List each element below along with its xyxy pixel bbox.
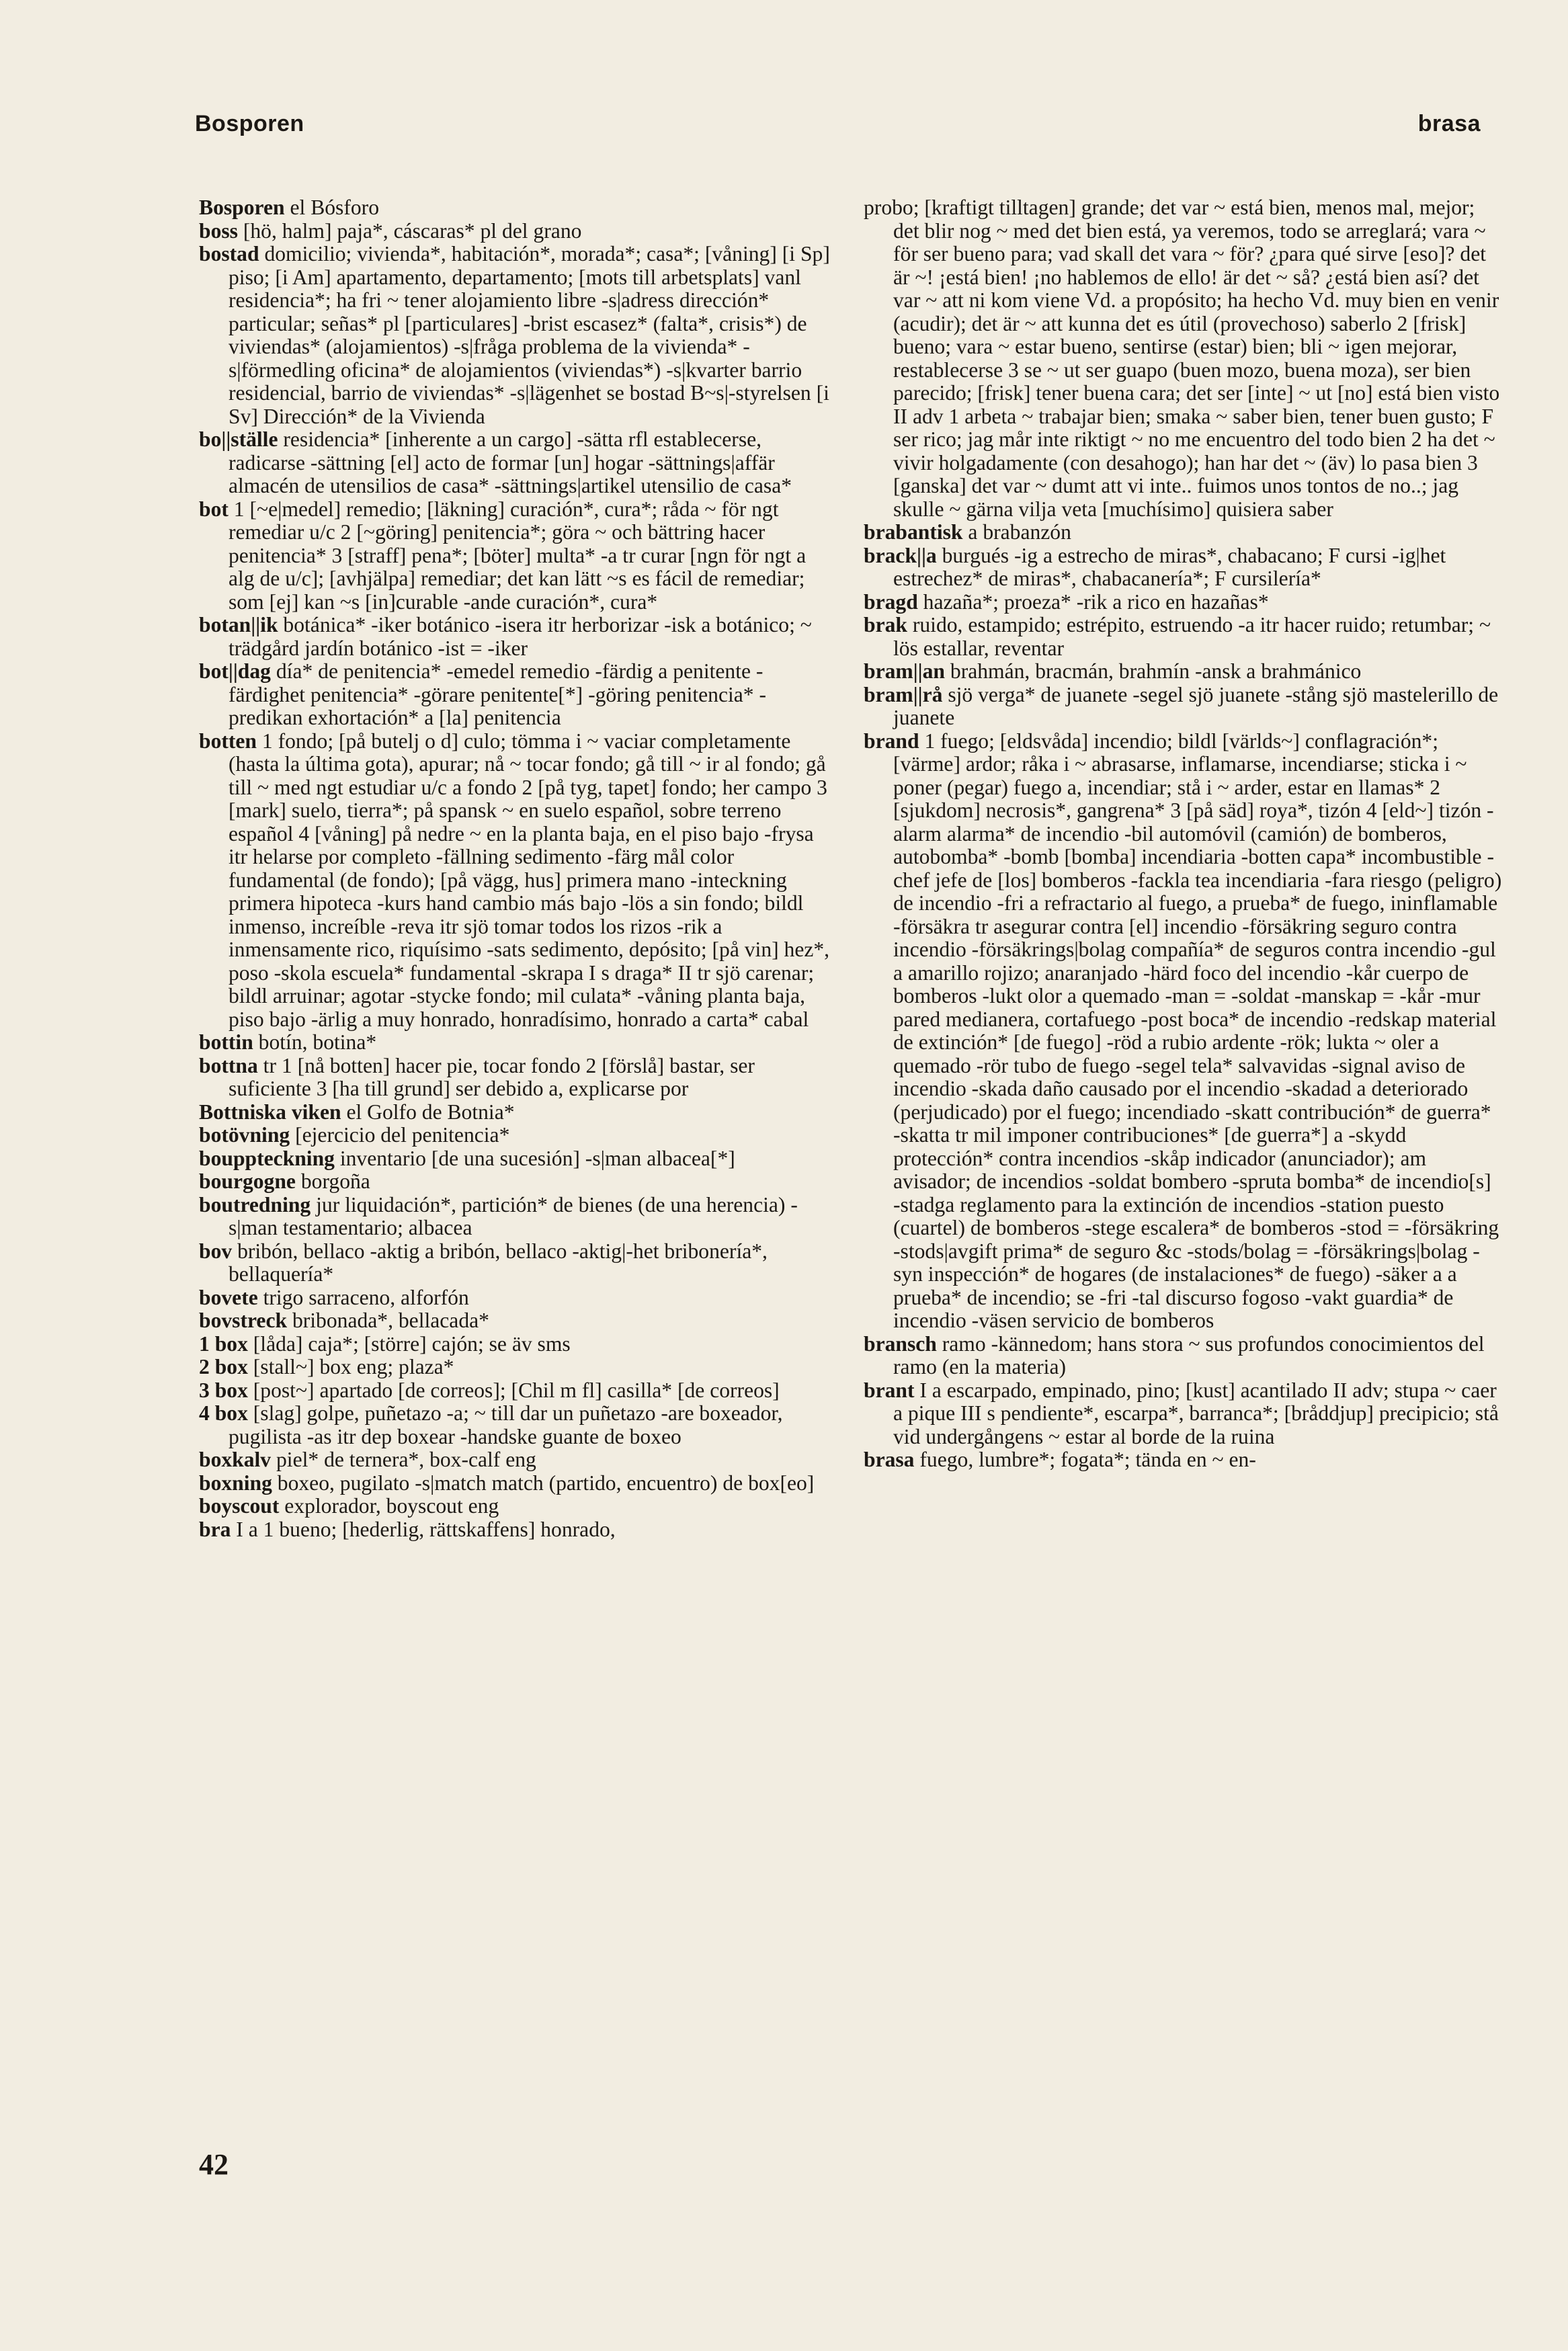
entry-headword: bov (199, 1239, 233, 1263)
dictionary-entry (199, 1309, 831, 1333)
entry-headword: boyscout (199, 1494, 280, 1518)
dictionary-entry (199, 196, 831, 220)
entry-headword: botövning (199, 1123, 290, 1147)
entry-definition: [låda] caja*; [större] cajón; se äv sms (247, 1331, 571, 1356)
dictionary-entry (864, 591, 1502, 614)
dictionary-entry (199, 1101, 831, 1124)
entry-headword: 3 box (199, 1378, 248, 1402)
entry-headword: bostad (199, 242, 259, 265)
entry-definition: trigo sarraceno, alforfón (257, 1285, 469, 1309)
entry-headword: brant (864, 1378, 915, 1402)
entry-headword: Bottniska viken (199, 1100, 341, 1124)
entry-definition: burgués -ig a estrecho de miras*, chabacano; F cursi -ig|het estrechez* de miras*, chabacanería*; F cursilería* (893, 543, 1446, 590)
entry-definition: el Golfo de Botnia* (341, 1100, 515, 1124)
entry-headword: bram||an (864, 659, 945, 683)
entry-definition: bribón, bellaco -aktig a bribón, bellaco -aktig|-het bribonería*, bellaquería* (229, 1239, 768, 1286)
entry-definition: residencia* [inherente a un cargo] -sätta rfl establecerse, radicarse -sättning [el] acto de formar [un] hogar -sättnings|affär almacén de utensilios de casa* -sättnings|artikel utensilio de casa* (229, 427, 792, 497)
dictionary-entry (864, 1333, 1502, 1379)
entry-definition: tr 1 [nå botten] hacer pie, tocar fondo 2 [förslå] bastar, ser suficiente 3 [ha till grund] ser debido a, explicarse por (229, 1053, 755, 1100)
dictionary-entry (199, 1333, 831, 1356)
right-guide-word: brasa (1417, 111, 1481, 136)
entry-headword: brabantisk (864, 520, 963, 544)
entry-headword: boxkalv (199, 1448, 272, 1471)
right-column (864, 196, 1502, 1472)
dictionary-entry (864, 730, 1502, 1333)
entry-definition: botín, botina* (253, 1030, 377, 1054)
entry-definition: 1 fondo; [på butelj o d] culo; tömma i ~ vaciar completamente (hasta la última gota), apurar; nå ~ tocar fondo; gå till ~ ir al fondo; gå till ~ med ngt estudiar u/c a fondo 2 [på tyg, tapet] fondo; her campo 3 [mark] suelo, tierra*; på spansk ~ en suelo español, sobre terreno español 4 [våning] på nedre ~ en la planta baja, en el piso bajo -frysa itr helarse por completo -fällning sedimento -färg mål color fundamental (de fondo); [på vägg, hus] primera mano -inteckning primera hipoteca -kurs hand cambio más bajo -lös a sin fondo; bildl inmenso, increíble -reva itr sjö tomar todos los rizos -rik a inmensamente rico, riquísimo -sats sedimento, depósito; [på vin] hez*, poso -skola escuela* fundamental -skrapa I s draga* II tr sjö carenar; bildl arruinar; agotar -stycke fondo; mil culata* -våning planta baja, piso bajo -ärlig a muy honrado, honradísimo, honrado a carta* cabal (229, 729, 830, 1031)
entry-definition: [slag] golpe, puñetazo -a; ~ till dar un puñetazo -are boxeador, pugilista -as itr dep boxear -handske guante de boxeo (229, 1401, 783, 1448)
entry-definition: [ejercicio del penitencia* (290, 1123, 510, 1147)
entry-headword: bottna (199, 1053, 258, 1077)
entry-definition: ramo -kännedom; hans stora ~ sus profundos conocimientos del ramo (en la materia) (893, 1331, 1485, 1378)
dictionary-entry (199, 614, 831, 660)
dictionary-entry (199, 428, 831, 498)
entry-headword: 4 box (199, 1401, 248, 1425)
dictionary-entry (199, 1170, 831, 1194)
dictionary-entry (199, 1472, 831, 1495)
entry-definition: boxeo, pugilato -s|match match (partido, encuentro) de box[eo] (272, 1471, 815, 1495)
dictionary-entry (199, 220, 831, 243)
dictionary-entry (199, 1379, 831, 1403)
entry-definition: [post~] apartado [de correos]; [Chil m fl] casilla* [de correos] (247, 1378, 780, 1402)
dictionary-entry (199, 1124, 831, 1147)
entry-headword: boxning (199, 1471, 272, 1495)
entry-headword: Bosporen (199, 196, 285, 219)
dictionary-entry (199, 243, 831, 428)
dictionary-entry (864, 1448, 1502, 1472)
dictionary-entry (199, 1194, 831, 1240)
dictionary-entry (199, 1286, 831, 1310)
entry-headword: bovstreck (199, 1309, 288, 1332)
entry-definition: ruido, estampido; estrépito, estruendo -a itr hacer ruido; retumbar; ~ lös estallar, reventar (893, 613, 1491, 660)
dictionary-entry (199, 1031, 831, 1055)
entry-definition: [hö, halm] paja*, cáscaras* pl del grano (237, 218, 582, 243)
entry-definition: explorador, boyscout eng (279, 1494, 499, 1518)
entry-headword: bram||rå (864, 682, 943, 706)
entry-definition: [stall~] box eng; plaza* (247, 1355, 454, 1378)
dictionary-entry (199, 1356, 831, 1379)
entry-definition: 1 [~e|medel] remedio; [läkning] curación*, cura*; råda ~ för ngt remediar u/c 2 [~göring] penitencia*; göra ~ och bättring hacer penitencia* 3 [straff] pena*; [böter] multa* -a tr curar [ngn för ngt a alg de u/c]; [avhjälpa] remediar; det kan lätt ~s es fácil de remediar; som [ej] kan ~s [in]curable -ande curación*, cura* (228, 497, 807, 614)
entry-headword: bot (199, 497, 229, 521)
entry-definition: día* de penitencia* -emedel remedio -färdig a penitente -färdighet penitencia* -görare penitente[*] -göring penitencia* -predikan exhortación* a [la] penitencia (229, 659, 767, 729)
entry-headword: bot||dag (199, 659, 271, 683)
entry-headword: bragd (864, 589, 918, 614)
entry-definition: piel* de ternera*, box-calf eng (271, 1448, 536, 1471)
dictionary-entry (199, 1240, 831, 1286)
entry-definition: I a 1 bueno; [hederlig, rättskaffens] honrado, (231, 1517, 616, 1541)
page-number: 42 (199, 2148, 229, 2181)
dictionary-entry (199, 1495, 831, 1518)
dictionary-entry (864, 1379, 1502, 1449)
entry-definition: probo; [kraftigt tilltagen] grande; det var ~ está bien, menos mal, mejor; det blir nog ~ med det bien está, ya veremos, todo se arreglará; vara ~ för ser bueno para; vad skall det vara ~ för? ¿para qué sirve [eso]? det är ~! ¡está bien! ¡no hablemos de ello! är det ~ så? ¿está bien así? det var ~ att ni kom viene Vd. a propósito; ha hecho Vd. muy bien en venir (acudir); det är ~ att kunna det es útil (provechoso) saberlo 2 [frisk] bueno; vara ~ estar bueno, sentirse (estar) bien; bli ~ igen mejorar, restablecerse 3 se ~ ut ser guapo (buen mozo, buena moza), ser bien parecido; [frisk] tener buena cara; det ser [inte] ~ ut [no] está bien visto II adv 1 arbeta ~ trabajar bien; smaka ~ saber bien, tener buen gusto; F ser rico; jag mår inte riktigt ~ no me encuentro del todo bien 2 ha det ~ vivir holgadamente (con desahogo); han har det ~ (äv) lo pasa bien 3 [ganska] det var ~ dumt att vi inte.. fuimos unos tontos de no..; jag skulle ~ gärna vilja veta [muchísimo] quisiera saber (864, 196, 1500, 521)
dictionary-entry (199, 1402, 831, 1448)
entry-headword: brack||a (864, 543, 937, 567)
entry-definition: domicilio; vivienda*, habitación*, morada*; casa*; [våning] [i Sp] piso; [i Am] apartamento, departamento; [mots till arbetsplats] vanl residencia*; ha fri ~ tener alojamiento libre -s|adress dirección* particular; señas* pl [particulares] -brist escasez* (falta*, crisis*) de viviendas* (alojamientos) -s|fråga problema de la vivienda* -s|förmedling oficina* de alojamientos (viviendas*) -s|kvarter barrio residencial, barrio de viviendas* -s|lägenhet se bostad B~s|-styrelsen [i Sv] Dirección* de la Vivienda (229, 242, 830, 428)
entry-definition: hazaña*; proeza* -rik a rico en hazañas* (917, 589, 1269, 614)
dictionary-entry (199, 1518, 831, 1542)
entry-definition: brahmán, bracmán, brahmín -ansk a brahmánico (945, 659, 1362, 683)
dictionary-entry (864, 660, 1502, 684)
entry-definition: borgoña (295, 1169, 370, 1193)
entry-definition: bribonada*, bellacada* (287, 1309, 489, 1332)
dictionary-entry (864, 614, 1502, 660)
entry-headword: bottin (199, 1030, 253, 1054)
dictionary-entry (864, 684, 1502, 730)
entry-headword: bo||ställe (199, 427, 278, 451)
left-column (199, 196, 831, 1541)
dictionary-entry (199, 1147, 831, 1171)
dictionary-entry (864, 196, 1502, 521)
entry-definition: jur liquidación*, partición* de bienes (de una herencia) -s|man testamentario; albacea (229, 1192, 798, 1239)
entry-headword: brand (864, 729, 919, 753)
entry-definition: a brabanzón (962, 520, 1071, 544)
entry-definition: el Bósforo (284, 196, 379, 219)
entry-headword: boutredning (199, 1192, 311, 1216)
entry-headword: brasa (864, 1448, 915, 1471)
dictionary-entry (199, 660, 831, 730)
dictionary-entry (864, 544, 1502, 591)
entry-definition: botánica* -iker botánico -isera itr herborizar -isk a botánico; ~ trädgård jardín botánico -ist = -iker (229, 613, 812, 660)
entry-definition: I a escarpado, empinado, pino; [kust] acantilado II adv; stupa ~ caer a pique III s pendiente*, escarpa*, barranca*; [bråddjup] precipicio; stå vid undergångens ~ estar al borde de la ruina (893, 1378, 1499, 1448)
entry-definition: 1 fuego; [eldsvåda] incendio; bildl [världs~] conflagración*; [värme] ardor; råka i ~ abrasarse, inflamarse, incendiarse; sticka i ~ poner (pegar) fuego a, incendiar; stå i ~ arder, estar en llamas* 2 [sjukdom] necrosis*, gangrena* 3 [på säd] roya*, tizón 4 [eld~] tizón -alarm alarma* de incendio -bil automóvil (camión) de bomberos, autobomba* -bomb [bomba] incendiaria -botten capa* incombustible -chef jefe de [los] bomberos -fackla tea incendiaria -fara riesgo (peligro) de incendio -fri a refractario al fuego, a prueba* de fuego, ininflamable -försäkra tr asegurar contra [el] incendio -försäkring seguro contra incendio -försäkrings|bolag compañía* de seguros contra incendio -gul a amarillo rojizo; anaranjado -härd foco del incendio -kår cuerpo de bomberos -lukt olor a quemado -man = -soldat -manskap = -kår -mur pared medianera, cortafuego -post boca* de incendio -redskap material de extinción* [de fuego] -röd a rubio ardente -rök; lukta ~ oler a quemado -rör tubo de fuego -segel tela* salvavidas -signal aviso de incendio -skada daño causado por el incendio -skadad a deteriorado (perjudicado) por el fuego; incendiado -skatt contribución* de guerra* -skatta tr mil imponer contribuciones* [de guerra*] a -skydd protección* contra incendios -skåp indicador (anunciador); am avisador; de incendios -soldat bombero -spruta bomba* de incendio[s] -stadga reglamento para la extinción de incendios -station puesto (cuartel) de bomberos -stege escalera* de bomberos -stod = -försäkring -stods|avgift prima* de seguro &c -stods/bolag = -försäkrings|bolag -syn inspección* de hogares (de instalaciones* de fuego) -säker a a prueba* de incendio; se -fri -tal discurso fogoso -vakt guardia* de incendio -väsen servicio de bomberos (893, 729, 1502, 1332)
entry-headword: bouppteckning (199, 1146, 335, 1170)
dictionary-entry (864, 521, 1502, 544)
entry-definition: fuego, lumbre*; fogata*; tända en ~ en- (914, 1448, 1256, 1471)
entry-headword: bra (199, 1517, 231, 1541)
entry-headword: 2 box (199, 1355, 248, 1378)
left-guide-word: Bosporen (195, 111, 304, 136)
dictionary-entry (199, 1448, 831, 1472)
entry-headword: botten (199, 729, 257, 753)
entry-definition: inventario [de una sucesión] -s|man albacea[*] (334, 1146, 735, 1170)
entry-definition: sjö verga* de juanete -segel sjö juanete -stång sjö mastelerillo de juanete (893, 682, 1499, 729)
entry-headword: bovete (199, 1285, 258, 1309)
dictionary-entry (199, 498, 831, 614)
entry-headword: bransch (864, 1331, 937, 1356)
dictionary-entry (199, 1055, 831, 1101)
entry-headword: brak (864, 613, 907, 636)
dictionary-entry (199, 730, 831, 1032)
entry-headword: bourgogne (199, 1169, 296, 1193)
entry-headword: boss (199, 218, 238, 243)
entry-headword: 1 box (199, 1331, 248, 1356)
entry-headword: botan||ik (199, 613, 278, 636)
